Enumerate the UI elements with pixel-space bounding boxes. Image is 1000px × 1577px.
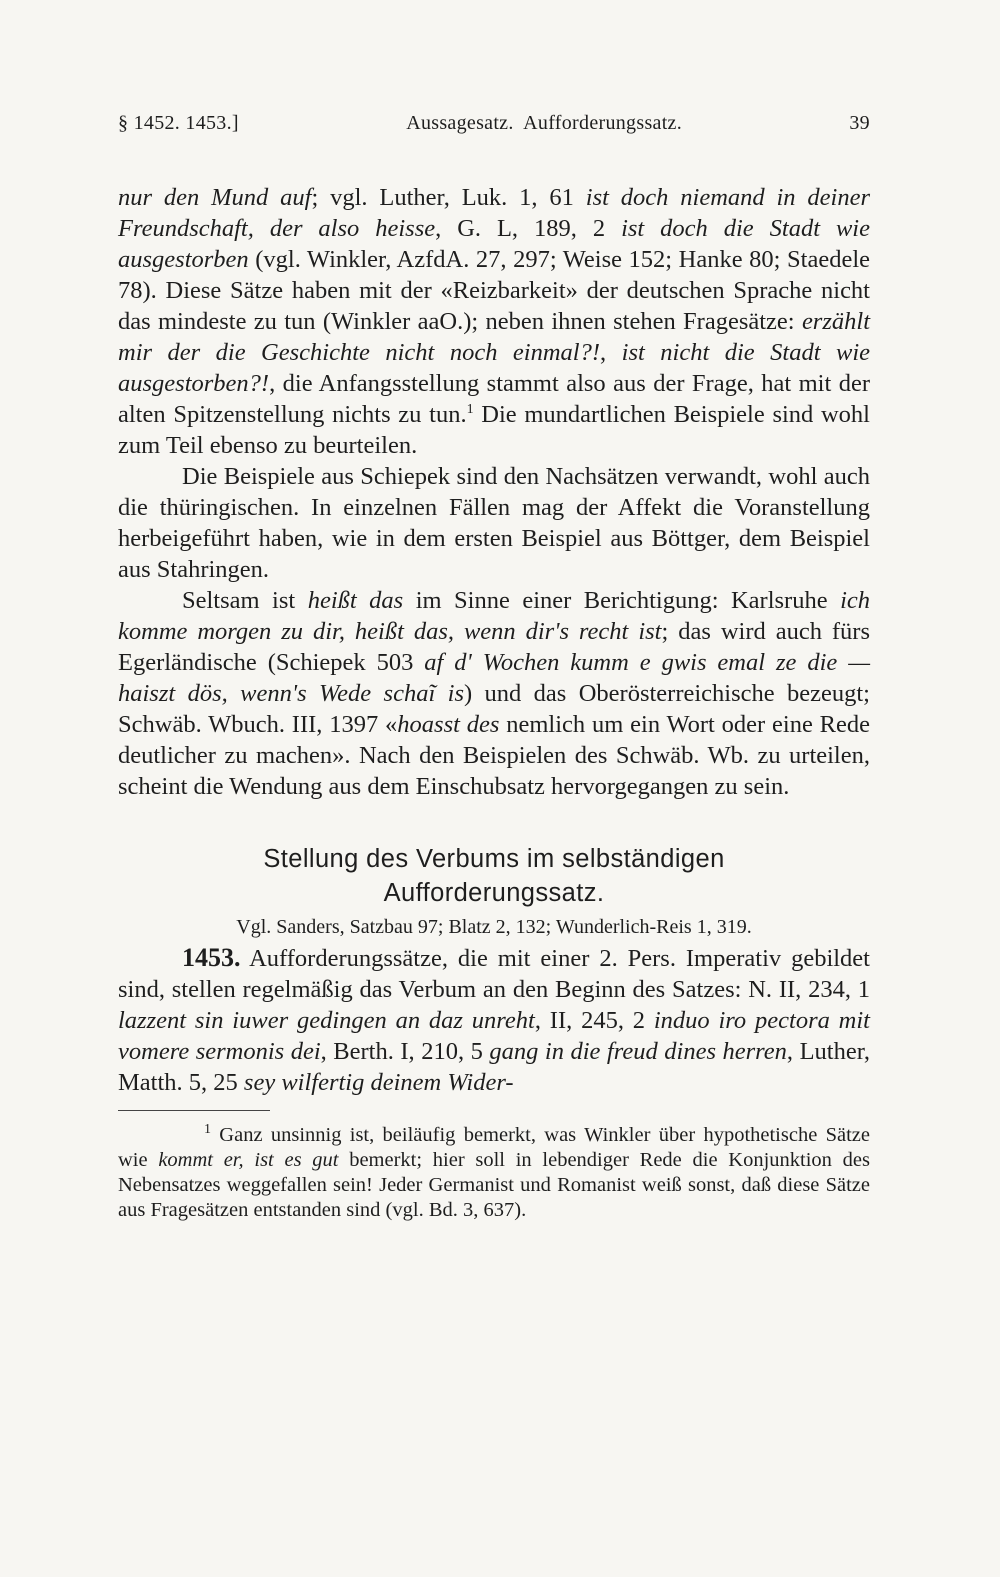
text-run: Die Beispiele aus Schiepek sind den Nachsätzen verwandt, wohl auch die thüringischen. In einzelnen Fällen mag der Affekt die Voranstellung herbeigeführt haben, wie in dem ersten Beispiel aus Böttger, dem Beispiel aus Stahringen. <box>118 463 870 583</box>
paragraph-2 <box>118 461 870 585</box>
italic-text: lazzent sin iuwer gedingen an daz unreht <box>118 1007 535 1034</box>
text-run: , <box>600 339 622 366</box>
italic-text: induo iro pectora mit vomere sermonis dei <box>118 1007 870 1065</box>
book-page <box>118 112 870 1223</box>
section-1453 <box>118 942 870 1098</box>
text-run: Aufforderungssätze, die mit einer 2. Pers. Imperativ gebildet sind, stellen regelmäßig das Verbum an den Beginn des Satzes: N. II, 234, 1 <box>118 945 870 1003</box>
text-run: ; vgl. Luther, Luk. 1, 61 <box>311 184 586 211</box>
text-run: nemlich um ein Wort oder eine Rede deutlicher zu machen». Nach den Beispielen des Schwäb. Wb. zu urteilen, scheint die Wendung aus dem Einschubsatz hervorgegangen zu sein. <box>118 711 870 800</box>
section-heading-line-1: Stellung des Verbums im selbständigen <box>263 845 725 873</box>
section-heading <box>118 842 870 910</box>
text-run: , Berth. I, 210, 5 <box>320 1038 490 1065</box>
footnote-separator <box>118 1110 270 1111</box>
italic-text: ist nicht die Stadt wie ausgestorben?! <box>118 339 870 397</box>
paragraph-3 <box>118 585 870 802</box>
italic-text: nur den Mund auf <box>118 184 312 211</box>
italic-text: ist doch niemand in deiner Freundschaft, der also heisse <box>118 184 870 242</box>
italic-text: af d' Wochen kumm e gwis emal ze die — haiszt dös, wenn's Wede schaĩ is <box>118 649 870 707</box>
text-run: , die Anfangsstellung stammt also aus der Frage, hat mit der alten Spitzenstellung nichts zu tun. <box>118 370 870 428</box>
text-run: Die mundartlichen Beispiele sind wohl zum Teil ebenso zu beurteilen. <box>118 401 870 459</box>
footnote-marker: 1 <box>466 401 474 417</box>
running-header <box>118 112 870 142</box>
header-title: Aussagesatz. Aufforderungssatz. <box>406 112 683 134</box>
footnote <box>118 1123 870 1223</box>
text-run: im Sinne einer Berichtigung: Karlsruhe <box>403 587 841 614</box>
text-run: Seltsam ist <box>182 587 308 614</box>
text-run: ; das wird auch fürs Egerländische (Schiepek 503 <box>118 618 870 676</box>
text-run: bemerkt; hier soll in lebendiger Rede die Konjunktion des Nebensatzes weggefallen sein! Jeder Germanist und Romanist weiß sonst, daß diese Sätze aus Fragesätzen entstanden sind (vgl. Bd. 3, 637). <box>118 1149 870 1221</box>
header-section-ref: § 1452. 1453.] <box>118 112 239 134</box>
section-heading-line-2: Aufforderungssatz. <box>383 879 605 907</box>
body-text <box>118 182 870 802</box>
italic-text: hoasst des <box>397 711 500 738</box>
italic-text: erzählt mir der die Geschichte nicht noch einmal?! <box>118 308 870 366</box>
italic-text: ist doch die Stadt wie ausgestorben <box>118 215 870 273</box>
italic-text: gang in die freud dines herren <box>489 1038 787 1065</box>
paragraph-1 <box>118 182 870 461</box>
italic-text: kommt er, ist es gut <box>158 1149 339 1171</box>
text-run: , G. L, 189, 2 <box>435 215 622 242</box>
italic-text: heißt das <box>307 587 404 614</box>
footnote-marker: 1 <box>204 1122 211 1138</box>
italic-text: ich komme morgen zu dir, heißt das, wenn dir's recht ist <box>118 587 871 645</box>
paragraph-1453 <box>118 942 870 1098</box>
text-run: ) und das Oberösterreichische bezeugt; Schwäb. Wbuch. III, 1397 « <box>118 680 870 738</box>
literature-references: Vgl. Sanders, Satzbau 97; Blatz 2, 132; Wunderlich-Reis 1, 319. <box>236 916 752 938</box>
text-run: , Luther, Matth. 5, 25 <box>118 1038 871 1096</box>
italic-text: sey wilfertig deinem Wider- <box>243 1069 514 1096</box>
text-run: , II, 245, 2 <box>534 1007 654 1034</box>
footnote-1 <box>118 1123 870 1223</box>
page-number: 39 <box>849 112 870 134</box>
text-run: Ganz unsinnig ist, beiläufig bemerkt, was Winkler über hypothetische Sätze wie <box>118 1124 870 1171</box>
text-run: (vgl. Winkler, AzfdA. 27, 297; Weise 152; Hanke 80; Staedele 78). Diese Sätze haben mit der «Reizbarkeit» der deutschen Sprache nicht das mindeste zu tun (Winkler aaO.); neben ihnen stehen Fragesätze: <box>118 246 870 335</box>
section-number: 1453. <box>182 943 241 972</box>
